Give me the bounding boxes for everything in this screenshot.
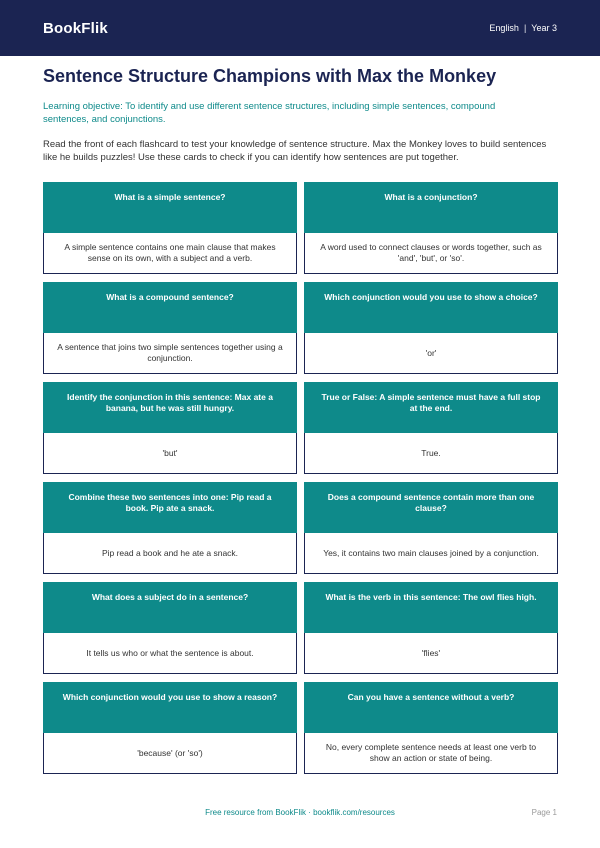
- meta-separator: |: [523, 23, 527, 33]
- flashcard: [43, 382, 297, 474]
- intro-text: Read the front of each flashcard to test your knowledge of sentence structure. Max the Monkey loves to build sentences like he builds puzzles! Use these cards to check if you can identify how sentences are put together.: [43, 139, 547, 163]
- flashcard-back: No, every complete sentence needs at least one verb to show an action or state of being.: [304, 733, 558, 774]
- footer-link[interactable]: Free resource from BookFlik · bookflik.com/resources: [205, 808, 395, 817]
- subject-meta: [489, 23, 557, 33]
- page-title: Sentence Structure Champions with Max the Monkey: [43, 66, 497, 86]
- flashcard-back: 'because' (or 'so'): [43, 733, 297, 774]
- flashcard-front: Which conjunction would you use to show a choice?: [304, 282, 558, 333]
- flashcard-back: A sentence that joins two simple sentences together using a conjunction.: [43, 333, 297, 374]
- flashcard: [304, 182, 558, 274]
- flashcard: [43, 482, 297, 574]
- learning-objective: Learning objective: To identify and use different sentence structures, including simple sentences, compound sentences, and conjunctions.: [43, 101, 496, 125]
- flashcard-front: Which conjunction would you use to show a reason?: [43, 682, 297, 733]
- year-label: Year 3: [531, 23, 557, 33]
- flashcard-front: What is a compound sentence?: [43, 282, 297, 333]
- brand-logo[interactable]: BookFlik: [43, 19, 108, 37]
- flashcard: [43, 582, 297, 674]
- flashcard-back: 'flies': [304, 633, 558, 674]
- flashcard: [43, 282, 297, 374]
- flashcard-front: True or False: A simple sentence must have a full stop at the end.: [304, 382, 558, 433]
- flashcard-front: What does a subject do in a sentence?: [43, 582, 297, 633]
- flashcard-back: True.: [304, 433, 558, 474]
- flashcard-back: Yes, it contains two main clauses joined by a conjunction.: [304, 533, 558, 574]
- flashcard-front: What is a simple sentence?: [43, 182, 297, 233]
- flashcard-front: Identify the conjunction in this sentence: Max ate a banana, but he was still hungry.: [43, 382, 297, 433]
- flashcard-front: What is the verb in this sentence: The owl flies high.: [304, 582, 558, 633]
- flashcard: [304, 582, 558, 674]
- page-number: Page 1: [531, 808, 557, 817]
- top-bar: [0, 0, 600, 56]
- flashcard: [304, 382, 558, 474]
- flashcard: [304, 482, 558, 574]
- flashcard-back: 'but': [43, 433, 297, 474]
- flashcard-front: Does a compound sentence contain more than one clause?: [304, 482, 558, 533]
- flashcard-back: A word used to connect clauses or words together, such as 'and', 'but', or 'so'.: [304, 233, 558, 274]
- flashcard: [43, 682, 297, 774]
- flashcard-back: A simple sentence contains one main clause that makes sense on its own, with a subject and a verb.: [43, 233, 297, 274]
- flashcard: [304, 282, 558, 374]
- flashcard-back: It tells us who or what the sentence is about.: [43, 633, 297, 674]
- flashcard-front: What is a conjunction?: [304, 182, 558, 233]
- flashcard-back: Pip read a book and he ate a snack.: [43, 533, 297, 574]
- flashcard-front: Can you have a sentence without a verb?: [304, 682, 558, 733]
- flashcard: [43, 182, 297, 274]
- flashcard-front: Combine these two sentences into one: Pip read a book. Pip ate a snack.: [43, 482, 297, 533]
- flashcard: [304, 682, 558, 774]
- flashcard-back: 'or': [304, 333, 558, 374]
- subject-label: English: [489, 23, 519, 33]
- flashcard-grid: [43, 182, 558, 774]
